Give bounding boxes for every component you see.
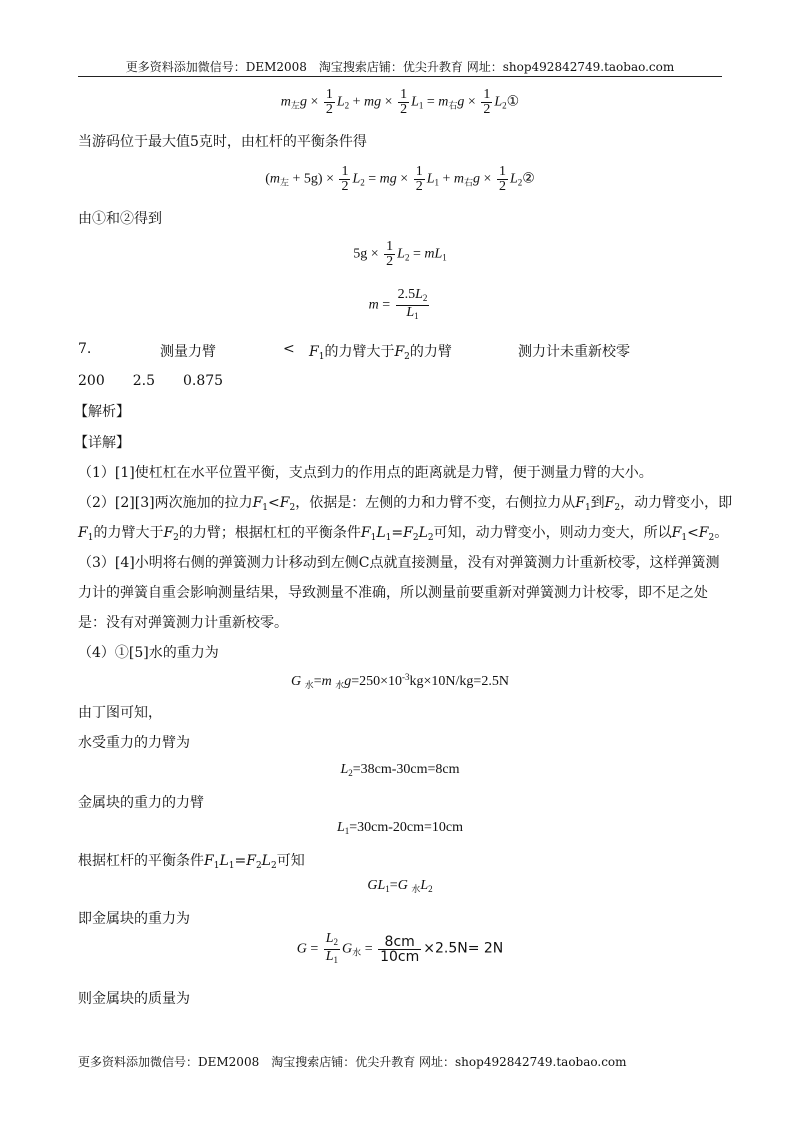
section-jiexi: 【解析】 — [74, 404, 130, 420]
text-when-max: 当游码位于最大值5克时，由杠杆的平衡条件得 — [78, 134, 367, 150]
text-metal-weight: 即金属块的重力为 — [78, 911, 190, 927]
para-4: （4）①[5]水的重力为 — [78, 645, 219, 661]
q7-answer-3: $F_1$的力臂大于$F_2$的力臂 — [309, 344, 452, 362]
para-1: （1）[1]使杠杠在水平位置平衡，支点到力的作用点的距离就是力臂，便于测量力臂的大小。 — [78, 465, 653, 481]
equation-l1: $L_1=30cm-20cm=10cm$ — [336, 820, 464, 836]
text-water-arm: 水受重力的力臂为 — [78, 735, 190, 751]
para-3-line-1: （3）[4]小明将右侧的弹簧测力计移动到左侧C点就直接测量，没有对弹簧测力计重新校零，这样弹簧测 — [78, 555, 720, 571]
page-footer: 更多资料添加微信号：DEM2008 淘宝搜索店铺：优尖升教育 网址：shop492842749.taobao.com — [78, 1055, 627, 1069]
equation-3: 5g × $\frac{1}{2}$ $L_2 = mL_1$ — [353, 239, 447, 269]
para-2-line-2: $F_1$的力臂大于$F_2$的力臂；根据杠杠的平衡条件$F_1L_1=F_2L_2$可知，动力臂变小，则动力变大，所以$F_1<F_2$。 — [78, 525, 729, 543]
equation-metal-weight: G = $\frac{L_2}{L_1}$ $G_水$ = $\frac{8cm}{10cm}$ ×2.5N= 2N — [296, 931, 504, 965]
q7-answer-5: 200 2.5 0.875 — [78, 373, 224, 389]
equation-l2: $L_2=38cm-30cm=8cm$ — [340, 762, 460, 778]
text-from-ding: 由丁图可知， — [78, 705, 162, 721]
para-3-line-2: 力计的弹簧自重会影响测量结果，导致测量不准确，所以测量前要重新对弹簧测力计校零，即不足之处 — [78, 585, 708, 601]
text-metal-arm: 金属块的重力的力臂 — [78, 795, 204, 811]
q7-number: 7. — [78, 341, 92, 357]
q7-answer-2: < — [283, 341, 295, 357]
q7-answer-4: 测力计未重新校零 — [518, 344, 630, 360]
equation-4: m = $\frac{2.5L_2}{L_1}$ — [368, 287, 428, 321]
equation-water-weight: G $_水$=m $_水g=250\times 10^{-3}kg\times 10N/kg=2.5N$ — [291, 672, 509, 690]
text-metal-mass: 则金属块的质量为 — [78, 991, 190, 1007]
para-2-line-1: （2）[2][3]两次施加的拉力$F_1<F_2$，依据是：左侧的力和力臂不变，右侧拉力从$F_1$到$F_2$，动力臂变小，即 — [78, 495, 733, 513]
para-3-line-3: 是：没有对弹簧测力计重新校零。 — [78, 615, 288, 631]
text-from-1-2: 由①和②得到 — [78, 211, 162, 227]
text-by-balance: 根据杠杆的平衡条件$F_1L_1=F_2L_2$可知 — [78, 853, 305, 871]
equation-1: $m_左g$ × $\frac{1}{2}$ $L_2$ + mg × $\frac{1}{2}$ $L_1 = m_右g$ × $\frac{1}{2}$ $L_2①$ — [280, 87, 520, 117]
header-divider — [78, 76, 722, 77]
section-xiangjie: 【详解】 — [74, 435, 130, 451]
page-header: 更多资料添加微信号：DEM2008 淘宝搜索店铺：优尖升教育 网址：shop492842749.taobao.com — [125, 60, 675, 74]
equation-2: $(m_左 + 5g)$ × $\frac{1}{2}$ $L_2$ = mg × $\frac{1}{2}$ $L_1 + m_右g$ × $\frac{1}{2}$ $L_2②$ — [265, 164, 535, 194]
q7-answer-1: 测量力臂 — [160, 344, 216, 360]
equation-balance: $GL_1=G$ $_水L_2$ — [367, 878, 433, 894]
